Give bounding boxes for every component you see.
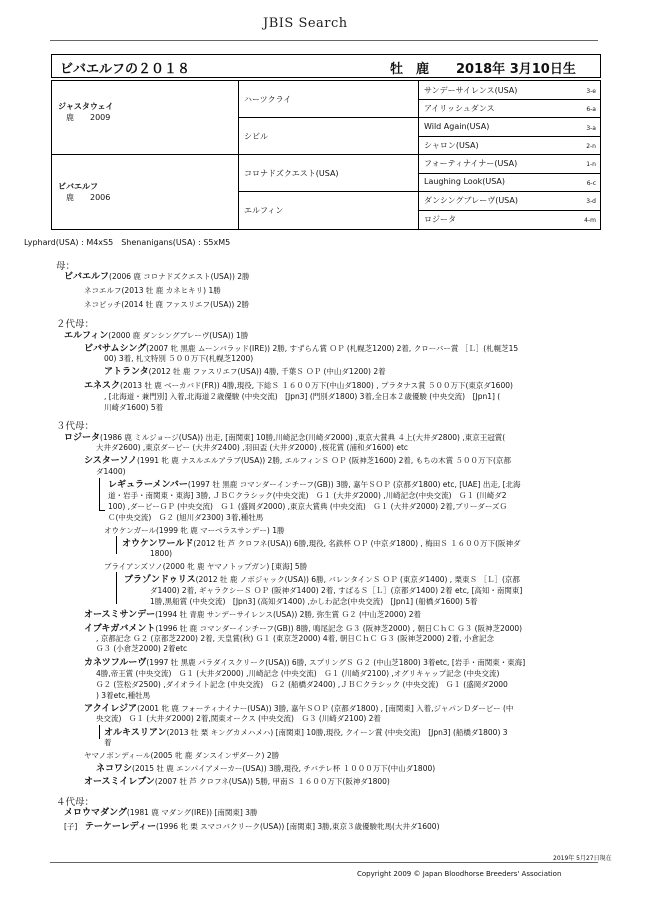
footer-divider (50, 862, 598, 863)
family-line: オースミイレブン(2007 牡 芦 クロフネ(USA)) 5勝, 甲南Ｓ １６００万下(阪神ダ1800) (84, 777, 390, 787)
family-line: オウケンガール(1999 牝 鹿 マーベラスサンデー) 1勝 (104, 526, 285, 535)
family-line: オルキスリアン(2013 牡 栗 キングカメハメハ) [南関東] 10勝,現役, クイーン賞 (中央交流) [Jpn3] (船橋ダ1800) 3 (104, 728, 508, 738)
family-line: ネコエルフ(2013 牡 鹿 カネヒキリ) 1勝 (84, 286, 221, 295)
dam-dam: エルフィン (244, 206, 284, 215)
as-of-date: 2019年 5月27日現在 (553, 855, 612, 862)
family-line: エネスク(2013 牡 鹿 ベーカバド(FR)) 4勝,現役, 下総Ｓ １６００万下(中山ダ1800) , プラタナス賞 ５００万下(東京ダ1600) (84, 381, 513, 391)
section-g4: ４代母： (56, 797, 95, 808)
dam-info: 鹿 2006 (66, 193, 111, 202)
family-line: 00) 3着, 札文特別 ５００万下(札幌芝1200) (104, 354, 254, 363)
section-g3: ３代母： (56, 421, 95, 432)
jbis-logo: JBIS Search (263, 16, 348, 31)
family-line: 央交流) Ｇ１ (大井ダ2000) 2着,関東オークス (中央交流) Ｇ３ (川崎ダ2100) 2着 (96, 714, 381, 723)
tree-connector (99, 478, 100, 510)
g3-ancestor: ダンシングブレーヴ(USA) 3-d (424, 196, 596, 205)
family-line: カネツフルーヴ(1997 牡 黒鹿 パラダイスクリーク(USA)) 6勝, スプリングＳ Ｇ２ (中山芝1800) 3着etc, [岩手・南関東・東海] (84, 658, 526, 668)
sire-sire: ハーツクライ (244, 95, 292, 104)
dam-name: ビバエルフ (58, 182, 98, 191)
horse-dob: 2018年 3月10日生 (456, 62, 576, 77)
g3-ancestor: Laughing Look(USA) 6-c (424, 177, 596, 187)
family-line: アクイレジア(2001 牝 鹿 フォーティナイナー(USA)) 3勝, 嘉午ＳＯＰ (京都ダ1800) , [南関東] 入着,ジャパンＤダービー (中 (84, 704, 514, 714)
family-line: ) 3着etc,種牡馬 (96, 691, 151, 700)
family-line: [子] テーケーレディー(1996 牝 栗 スマコバクリーク(USA)) [南関東] 3勝,東京３歳優駿牝馬(大井ダ1600) (64, 822, 440, 832)
g3-ancestor: ロジータ 4-m (424, 215, 596, 224)
family-line: ネコワシ(2015 牡 鹿 エンパイアメーカー(USA)) 3勝,現役, チバテレ杯 １０００万下(中山ダ1800) (96, 764, 436, 774)
family-line: ビバエルフ(2006 鹿 コロナドズクエスト(USA)) 2勝 (64, 272, 250, 282)
section-dam: 母： (56, 261, 76, 272)
copyright: Copyright 2009 © Japan Bloodhorse Breeders' Association (357, 870, 562, 878)
family-line: 道・岩手・南関東・東海] 3勝, ＪＢＣクラシック(中央交流) Ｇ１ (大井ダ2000) ,川崎記念(中央交流) Ｇ１ (川崎ダ2 (108, 491, 507, 500)
inbreeding-note: Lyphard(USA) : M4xS5 Shenanigans(USA) : S5xM5 (24, 238, 231, 247)
family-line: 1800) (150, 549, 173, 558)
family-line: オースミサンデー(1994 牡 青鹿 サンデーサイレンス(USA)) 2勝, 弥生賞 Ｇ２ (中山芝2000) 2着 (84, 610, 422, 620)
family-line: メロウマダング(1981 鹿 マダング(IRE)) [南関東] 3勝 (64, 808, 258, 818)
family-line: ダ1400) 2着, ギャラクシーＳ ＯＰ (阪神ダ1400) 2着, すばるＳ［Ｌ］(京都ダ1400) 2着 etc, [高知・南関東] (150, 586, 523, 595)
family-line: エルフィン(2000 鹿 ダンシングブレーヴ(USA)) 1勝 (64, 331, 249, 341)
tree-connector (99, 725, 100, 739)
family-line: , [北海道・兼門別] 入着,北海道２歳優駿 (中央交流) [Jpn3] (門別ダ1800) 3着,全日本２歳優駿 (中央交流) [Jpn1] ( (104, 392, 501, 401)
family-line: シスターソノ(1991 牝 鹿 ナスルエルアラブ(USA)) 2勝, エルフィンＳ ＯＰ (阪神芝1600) 2着, もちの木賞 ５００万下(京都 (84, 456, 511, 466)
g3-ancestor: サンデーサイレンス(USA) 3-e (424, 86, 596, 95)
tree-connector (116, 536, 117, 554)
sire-info: 鹿 2009 (66, 113, 111, 122)
horse-sex: 牡 鹿 (390, 62, 430, 77)
section-g2: ２代母： (56, 319, 95, 330)
family-line: ビバサムシング(2007 牝 黒鹿 ムーンバラッド(IRE)) 2勝, すずらん賞 ＯＰ (札幌芝1200) 2着, クローバー賞 ［Ｌ］(札幌芝15 (84, 344, 519, 354)
tree-connector (116, 572, 117, 604)
family-line: ブライアンズソノ(2000 牝 鹿 ヤマノトップガン) [東海] 5勝 (104, 562, 308, 571)
family-line: ネコピッチ(2014 牡 鹿 ファスリエフ(USA)) 2勝 (84, 300, 250, 309)
family-line: Ｇ３ (小倉芝2000) 2着etc (96, 644, 188, 653)
g3-ancestor: Wild Again(USA) 3-a (424, 122, 596, 132)
g3-ancestor: アイリッシュダンス 6-a (424, 104, 596, 113)
tree-connector (99, 510, 105, 511)
horse-name: ビバエルフの２０１８ (60, 62, 191, 77)
family-line: オウケンワールド(2012 牡 芦 クロフネ(USA)) 6勝,現役, 名鉄杯 ＯＰ (中京ダ1800) , 梅田Ｓ １６００万下(阪神ダ (122, 539, 521, 549)
family-line: アトランタ(2012 牡 鹿 ファスリエフ(USA)) 4勝, 千葉Ｓ ＯＰ (中山ダ1200) 2着 (104, 367, 386, 377)
family-line: Ｇ２ (笠松ダ2500) ,ダイオライト記念 (中央交流) Ｇ２ (船橋ダ2400) ,ＪＢＣクラシック (中央交流) Ｇ１ (盛岡ダ2000 (96, 680, 508, 689)
family-line: Ｃ(中央交流) Ｇ２ (旭川ダ2300) 3着,種牡馬 (108, 513, 264, 522)
family-line: ヤマノボンディール(2005 牝 鹿 ダンスインザダーク) 2勝 (84, 751, 280, 760)
g3-ancestor: フォーティナイナー(USA) 1-n (424, 159, 596, 168)
family-line: 川崎ダ1600) 5着 (104, 403, 164, 412)
family-line: ブラゾンドゥリス(2012 牡 鹿 ノボジャック(USA)) 6勝, バレンタインＳ ＯＰ (東京ダ1400) , 栗東Ｓ ［Ｌ］(京都 (124, 575, 520, 585)
sire-name: ジャスタウェイ (58, 102, 114, 111)
family-line: , 京都記念 Ｇ２ (京都芝2200) 2着, 天皇賞(秋) Ｇ１ (東京芝2000) 4着, 朝日ＣｈＣ Ｇ３ (阪神芝2000) 2着, 小倉記念 (96, 634, 495, 643)
title-box (51, 54, 601, 78)
family-line: レギュラーメンバー(1997 牡 黒鹿 コマンダーインチーフ(GB)) 3勝, 嘉午ＳＯＰ (京都ダ1800) etc, [UAE] 出走, [北海 (108, 480, 521, 490)
family-line: イブキガバメント(1996 牡 鹿 コマンダーインチーフ(GB)) 8勝, 鳴尾記念 Ｇ３ (阪神芝2000) , 朝日ＣｈＣ Ｇ３ (阪神芝2000) (84, 624, 523, 634)
header-divider (50, 40, 598, 41)
dam-sire: コロナドズクエスト(USA) (244, 169, 339, 178)
family-line: 着 (104, 738, 112, 747)
sire-dam: シビル (244, 132, 268, 141)
family-line: 100) ,ダービーＧＰ (中央交流) Ｇ１ (盛岡ダ2000) ,東京大賞典 (中央交流) Ｇ１ (大井ダ2000) 2着,ブリーダーズＧ (108, 502, 507, 511)
g3-ancestor: シャロン(USA) 2-n (424, 141, 596, 150)
pedigree-table (51, 80, 601, 230)
family-line: ロジータ(1986 鹿 ミルジョージ(USA)) 出走, [南関東] 10勝,川崎記念(川崎ダ2000) ,東京大賞典 ４上(大井ダ2800) ,東京王冠賞( (64, 433, 506, 443)
family-line: ダ1400) (96, 467, 126, 476)
family-line: 1勝,黒船賞 (中央交流) [Jpn3] (高知ダ1400) ,かしわ記念(中央交流) [Jpn1] (船橋ダ1600) 5着 (150, 597, 478, 606)
family-line: 大井ダ2600) ,東京ダービー (大井ダ2400) ,羽田盃 (大井ダ2000) ,桜花賞 (浦和ダ1600) etc (96, 443, 409, 452)
family-line: 4勝,帝王賞 (中央交流) Ｇ１ (大井ダ2000) ,川崎記念 (中央交流) Ｇ１ (川崎ダ2100) ,オグリキャップ記念 (中央交流) (96, 669, 500, 678)
